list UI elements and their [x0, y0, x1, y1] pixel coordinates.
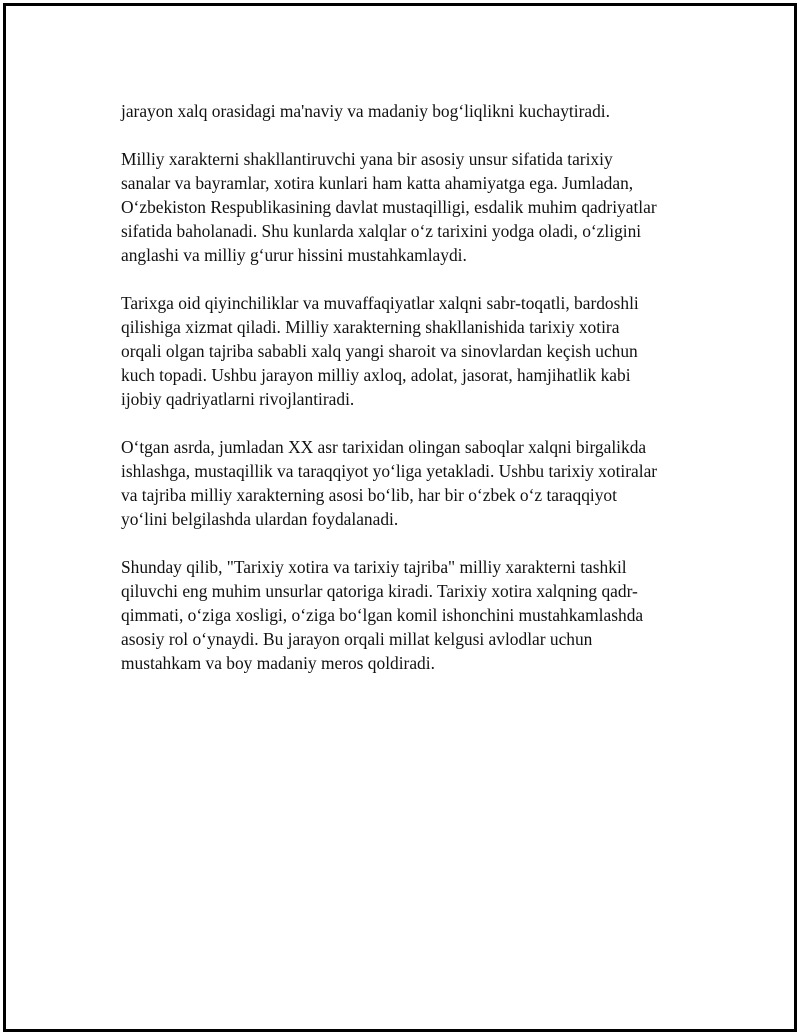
text-line: asosiy rol o‘ynaydi. Bu jarayon orqali millat kelgusi avlodlar uchun	[121, 629, 593, 649]
document-body	[121, 99, 701, 699]
text-line: Shunday qilib, "Tarixiy xotira va tarixiy tajriba" milliy xarakterni tashkil	[121, 557, 627, 577]
text-line: sanalar va bayramlar, xotira kunlari ham katta ahamiyatga ega. Jumladan,	[121, 173, 634, 193]
paragraph-4	[121, 435, 701, 531]
text-line: qimmati, o‘ziga xosligi, o‘ziga bo‘lgan komil ishonchini mustahkamlashda	[121, 605, 644, 625]
text-line: anglashi va milliy g‘urur hissini mustahkamlaydi.	[121, 245, 467, 265]
text-line: va tajriba milliy xarakterning asosi bo‘lib, har bir o‘zbek o‘z taraqqiyot	[121, 485, 617, 505]
paragraph-2	[121, 147, 701, 267]
text-line: kuch topadi. Ushbu jarayon milliy axloq, adolat, jasorat, hamjihatlik kabi	[121, 365, 631, 385]
text-line: O‘zbekiston Respublikasining davlat mustaqilligi, esdalik muhim qadriyatlar	[121, 197, 657, 217]
text-line: orqali olgan tajriba sababli xalq yangi sharoit va sinovlardan keçish uchun	[121, 341, 638, 361]
text-line: sifatida baholanadi. Shu kunlarda xalqlar o‘z tarixini yodga oladi, o‘zligini	[121, 221, 642, 241]
text-line: yo‘lini belgilashda ulardan foydalanadi.	[121, 509, 399, 529]
text-line: Tarixga oid qiyinchiliklar va muvaffaqiyatlar xalqni sabr-toqatli, bardoshli	[121, 293, 639, 313]
text-line: Milliy xarakterni shakllantiruvchi yana bir asosiy unsur sifatida tarixiy	[121, 149, 613, 169]
paragraph-5	[121, 555, 701, 675]
text-line: ijobiy qadriyatlarni rivojlantiradi.	[121, 389, 355, 409]
text-line: mustahkam va boy madaniy meros qoldiradi.	[121, 653, 435, 673]
text-line: qiluvchi eng muhim unsurlar qatoriga kiradi. Tarixiy xotira xalqning qadr-	[121, 581, 638, 601]
text-line: O‘tgan asrda, jumladan XX asr tarixidan olingan saboqlar xalqni birgalikda	[121, 437, 647, 457]
paragraph-3	[121, 291, 701, 411]
text-line: ishlashga, mustaqillik va taraqqiyot yo‘liga yetakladi. Ushbu tarixiy xotiralar	[121, 461, 658, 481]
paragraph-1	[121, 99, 701, 123]
text-line: qilishiga xizmat qiladi. Milliy xarakterning shakllanishida tarixiy xotira	[121, 317, 620, 337]
page-frame	[3, 3, 797, 1032]
text-line: jarayon xalq orasidagi ma'naviy va madaniy bog‘liqlikni kuchaytiradi.	[121, 101, 610, 121]
